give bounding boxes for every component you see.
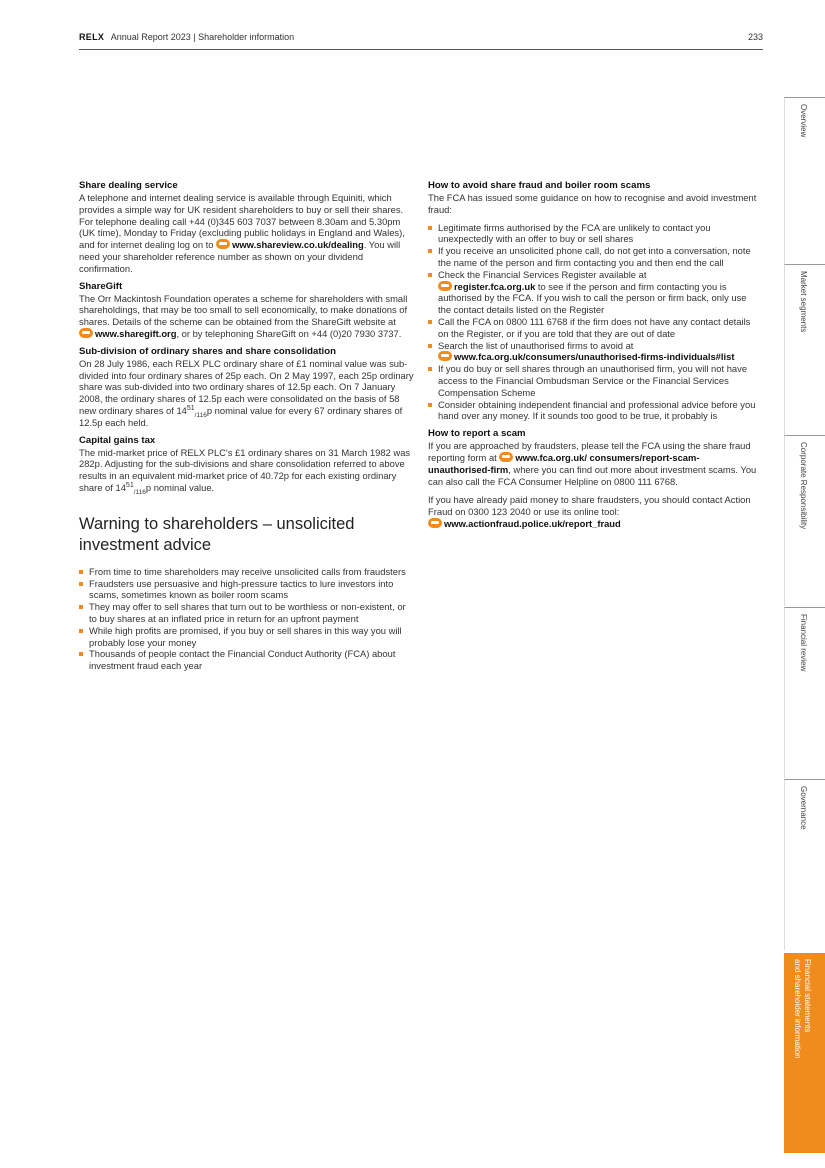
report-title: Annual Report 2023 | Shareholder information (110, 32, 295, 42)
share-dealing-text (79, 192, 414, 275)
share-dealing-text-1: A telephone and internet dealing service is available through Equiniti, which provides a simple way for UK resident shareholders to buy or sell their shares. For telephone dealing call +44 (0)345 603 7037 between 8.30am and 5.30pm (UK time), Monday to Friday (excluding public holidays in England and Wales), and for internet dealing log on to (79, 192, 405, 251)
link-icon (216, 239, 230, 249)
list-item: Thousands of people contact the Financial Conduct Authority (FCA) about investment fraud each year (79, 648, 414, 672)
report-text-2: , where you can find out more about investment scams. You can also call the FCA Consumer Helpline on 0800 111 6768. (428, 463, 757, 487)
left-column (79, 180, 414, 672)
fraction-denominator: /116 (133, 488, 146, 496)
tab-label: Governance (799, 786, 808, 830)
list-item-text: to see if the person and firm contacting you is authorised by the FCA. If you wish to call the person or firm back, only use the contact details listed on the Register (438, 280, 747, 316)
report-text-1: If you are approached by fraudsters, please tell the FCA using the share fraud reporting form at (428, 440, 751, 463)
list-item (428, 269, 760, 316)
avoid-fraud-list (428, 222, 760, 423)
list-item: While high profits are promised, if you buy or sell shares in this way you will probably lose your money (79, 625, 414, 649)
shareview-link[interactable]: www.shareview.co.uk/dealing (232, 239, 364, 251)
warning-heading: Warning to shareholders – unsolicited investment advice (79, 514, 355, 554)
list-item: Fraudsters use persuasive and high-pressure tactics to lure investors into scams, sometimes known as boiler room scams (79, 578, 414, 602)
share-dealing-heading: Share dealing service (79, 180, 178, 191)
cgt-text-2: p nominal value. (145, 481, 215, 493)
list-item: Consider obtaining independent financial and professional advice before you hand over any money. If it sounds too good to be true, it probably is (428, 399, 760, 423)
report-scam-section (428, 428, 760, 530)
link-icon (438, 351, 452, 361)
right-column (428, 180, 760, 536)
tab-label: Corporate Responsibility (799, 442, 808, 530)
share-dealing-section (79, 180, 414, 275)
tab-financial-statements[interactable] (784, 953, 825, 1153)
subdivision-heading: Sub-division of ordinary shares and share consolidation (79, 345, 336, 357)
link-icon (499, 452, 513, 462)
fraction-denominator: /116 (194, 411, 207, 419)
avoid-fraud-heading: How to avoid share fraud and boiler room scams (428, 180, 651, 191)
cgt-heading: Capital gains tax (79, 434, 156, 446)
avoid-fraud-intro: The FCA has issued some guidance on how to recognise and avoid investment fraud: (428, 192, 757, 215)
cgt-text (79, 447, 414, 494)
fraction-numerator: 51 (186, 404, 195, 412)
subdivision-text (79, 358, 414, 429)
link-icon (428, 518, 442, 528)
action-fraud-text-1: If you have already paid money to share fraudsters, you should contact Action Fraud on 0300 123 2040 or use its online tool: (428, 494, 751, 518)
list-item: If you do buy or sell shares through an unauthorised firm, you will not have access to the Financial Ombudsman Service or the Financial Services Compensation Scheme (428, 363, 760, 398)
sharegift-text (79, 293, 414, 340)
tab-overview[interactable] (784, 97, 825, 264)
link-icon (438, 281, 452, 291)
warning-list (79, 566, 414, 672)
fca-register-link[interactable]: register.fca.org.uk (454, 280, 536, 292)
cgt-section (79, 435, 414, 494)
link-icon (79, 328, 93, 338)
list-item: They may offer to sell shares that turn out to be worthless or non-existent, or to buy shares at an inflated price in return for an upfront payment (79, 601, 414, 625)
action-fraud-link[interactable]: www.actionfraud.police.uk/report_fraud (444, 517, 621, 529)
subdivision-text-2: p nominal value for every 67 ordinary shares of 12.5p each held. (79, 404, 403, 428)
sharegift-heading: ShareGift (79, 280, 123, 292)
subdivision-text-1: On 28 July 1986, each RELX PLC ordinary share of £1 nominal value was sub-divided into four ordinary shares of 25p each. On 2 May 1997, each 25p ordinary share was sub-divided into two ordinary shares of 12.5p each. On 7 January 2008, the ordinary shares of 12.5p each were consolidated on the basis of 58 new ordinary shares of 14 (79, 357, 414, 416)
list-item: Legitimate firms authorised by the FCA are unlikely to contact you unexpectedly with an offer to buy or sell shares (428, 222, 760, 246)
tab-label: Financial statements and shareholder information (793, 959, 812, 1059)
tab-market-segments[interactable] (784, 264, 825, 435)
page-number: 233 (747, 32, 763, 42)
tab-label: Market segments (799, 271, 808, 333)
tab-governance[interactable] (784, 779, 825, 950)
action-fraud-text (428, 494, 760, 529)
fraction-numerator: 51 (125, 481, 134, 489)
list-item: If you receive an unsolicited phone call, do not get into a conversation, note the name of the person and firm contacting you and then end the call (428, 245, 760, 269)
report-scam-link[interactable]: www.fca.org.uk/ consumers/report-scam-unauthorised-firm (428, 451, 700, 475)
page-header (79, 32, 763, 50)
sharegift-section (79, 281, 414, 340)
avoid-fraud-section (428, 180, 760, 422)
list-item-text: Check the Financial Services Register available at (438, 268, 647, 280)
tab-label: Financial review (799, 614, 808, 672)
report-scam-text (428, 440, 760, 487)
report-scam-heading: How to report a scam (428, 428, 526, 440)
tab-label: Overview (799, 104, 808, 138)
cgt-text-1: The mid-market price of RELX PLC's £1 ordinary shares on 31 March 1982 was 282p. Adjusting for the sub-divisions and share consolidation referred to above results in an equivalent mid-market price of 40.72p for each existing ordinary share of 14 (79, 446, 411, 493)
sharegift-link[interactable]: www.sharegift.org (95, 327, 177, 339)
list-item (428, 340, 760, 364)
unauthorised-firms-link[interactable]: www.fca.org.uk/consumers/unauthorised-firms-individuals#list (454, 351, 735, 363)
sharegift-text-1: The Orr Mackintosh Foundation operates a scheme for shareholders with small shareholdings, that may be too small to sell economically, to make donations of shares. Details of the scheme can be obtained from the ShareGift website at (79, 292, 408, 328)
tab-corporate-responsibility[interactable] (784, 435, 825, 606)
brand-name: RELX (79, 32, 105, 42)
tab-financial-review[interactable] (784, 607, 825, 778)
list-item: Call the FCA on 0800 111 6768 if the firm does not have any contact details on the Register, or if you are told that they are out of date (428, 316, 760, 340)
sharegift-text-2: , or by telephoning ShareGift on +44 (0)20 7930 3737. (176, 327, 402, 339)
list-item-text: Search the list of unauthorised firms to avoid at (438, 339, 634, 351)
list-item: From time to time shareholders may receive unsolicited calls from fraudsters (79, 566, 414, 578)
share-dealing-text-2: . You will need your shareholder reference number as shown on your dividend confirmation. (79, 239, 401, 274)
subdivision-section (79, 346, 414, 429)
